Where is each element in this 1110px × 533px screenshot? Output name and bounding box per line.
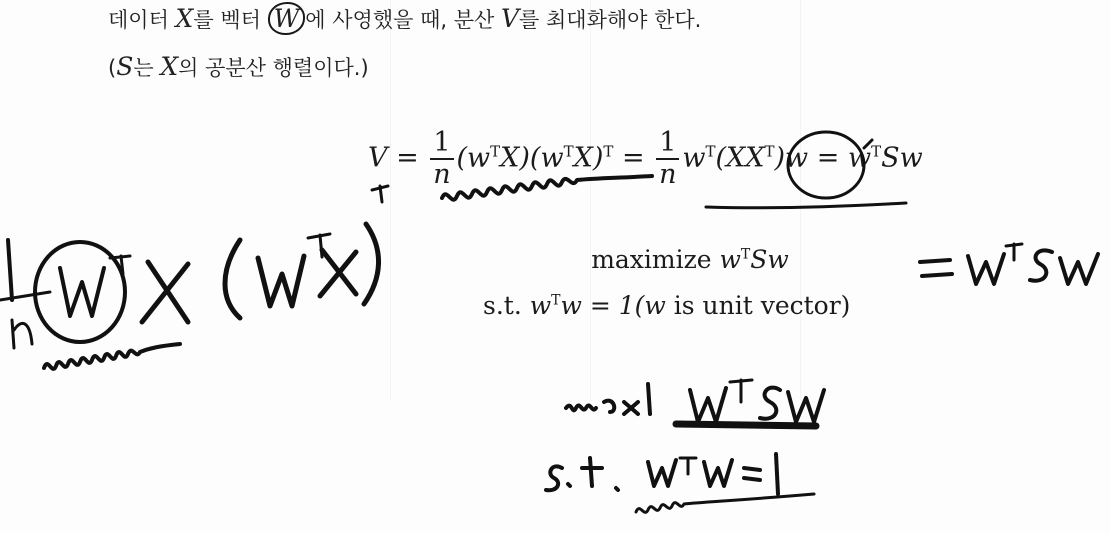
- handwritten-w-right-2: [1060, 254, 1098, 284]
- text-end: 를 최대화해야 한다.: [519, 8, 702, 32]
- text-pre: 데이터: [108, 8, 169, 32]
- handwritten-max: [566, 384, 650, 414]
- variance-equation: V = $\frac{1}{n}$ $(w^TX)(w^TX)^T$ = $\frac{1}{n}$ $w^T(XX^T)w = w^TSw$: [368, 127, 923, 190]
- text-mid-2: 는: [133, 56, 154, 80]
- fraction-1-over-n-2: $\frac{1}{n}$: [656, 128, 679, 190]
- handwritten-underline-2: [676, 424, 816, 426]
- handwritten-w-left: [60, 268, 104, 316]
- handwritten-one-st: [776, 454, 778, 494]
- var-w-circled: W: [268, 2, 306, 35]
- text-line-2: [108, 52, 369, 82]
- var-v: V: [500, 4, 520, 33]
- var-x-2: X: [160, 52, 179, 81]
- maximize-line: maximize $w^TSw$: [591, 245, 789, 274]
- handwritten-squiggle-2: [44, 344, 180, 369]
- handwritten-equals-st: [744, 468, 760, 480]
- text-post: 에 사영했을 때, 분산: [305, 8, 495, 32]
- eq-xxt: (XX: [715, 142, 765, 174]
- var-s: S: [116, 52, 134, 81]
- handwritten-w-right: [968, 254, 1004, 284]
- handwritten-t-right: [1006, 244, 1022, 260]
- eq-equals: =: [621, 142, 645, 174]
- handwritten-t-bottom: [730, 380, 752, 402]
- handwritten-st: [546, 458, 618, 490]
- handwritten-x-left-2: [320, 250, 356, 296]
- handwritten-underline-1: [706, 203, 906, 208]
- handwritten-squiggle-3: [636, 494, 814, 512]
- handwritten-w-st: [648, 460, 676, 486]
- handwritten-frac-bar: [0, 292, 50, 300]
- handwritten-equals: [920, 260, 952, 276]
- handwritten-w-left-2: [258, 256, 304, 306]
- var-x: X: [175, 4, 194, 33]
- handwritten-circle-w: [35, 242, 125, 342]
- handwritten-paren-right: [364, 224, 379, 304]
- text-end-2: 의 공분산 행렬이다.): [178, 56, 369, 80]
- handwritten-w-bottom-2: [788, 390, 824, 422]
- handwritten-t-left: [110, 256, 130, 274]
- handwritten-one: [8, 240, 12, 300]
- fraction-1-over-n: $\frac{1}{n}$: [430, 128, 453, 190]
- constraint-line: s.t. $w^Tw = 1(w$ is unit vector): [483, 291, 851, 320]
- text-line-1: [108, 2, 701, 35]
- handwritten-t-left-2: [308, 234, 330, 257]
- handwritten-w-bottom: [690, 388, 726, 422]
- handwritten-w-st-2: [704, 460, 732, 486]
- handwritten-t-st: [680, 458, 696, 474]
- paren-open: (: [108, 56, 117, 80]
- text-mid: 를 벡터: [193, 8, 261, 32]
- eq-term1: (w: [456, 142, 491, 174]
- handwritten-n: [12, 320, 32, 348]
- handwritten-s-right: [1030, 250, 1052, 280]
- handwritten-s-bottom: [760, 388, 780, 419]
- eq-lhs: V =: [368, 142, 419, 174]
- handwritten-x-left: [142, 262, 188, 322]
- handwritten-paren-left: [225, 240, 240, 318]
